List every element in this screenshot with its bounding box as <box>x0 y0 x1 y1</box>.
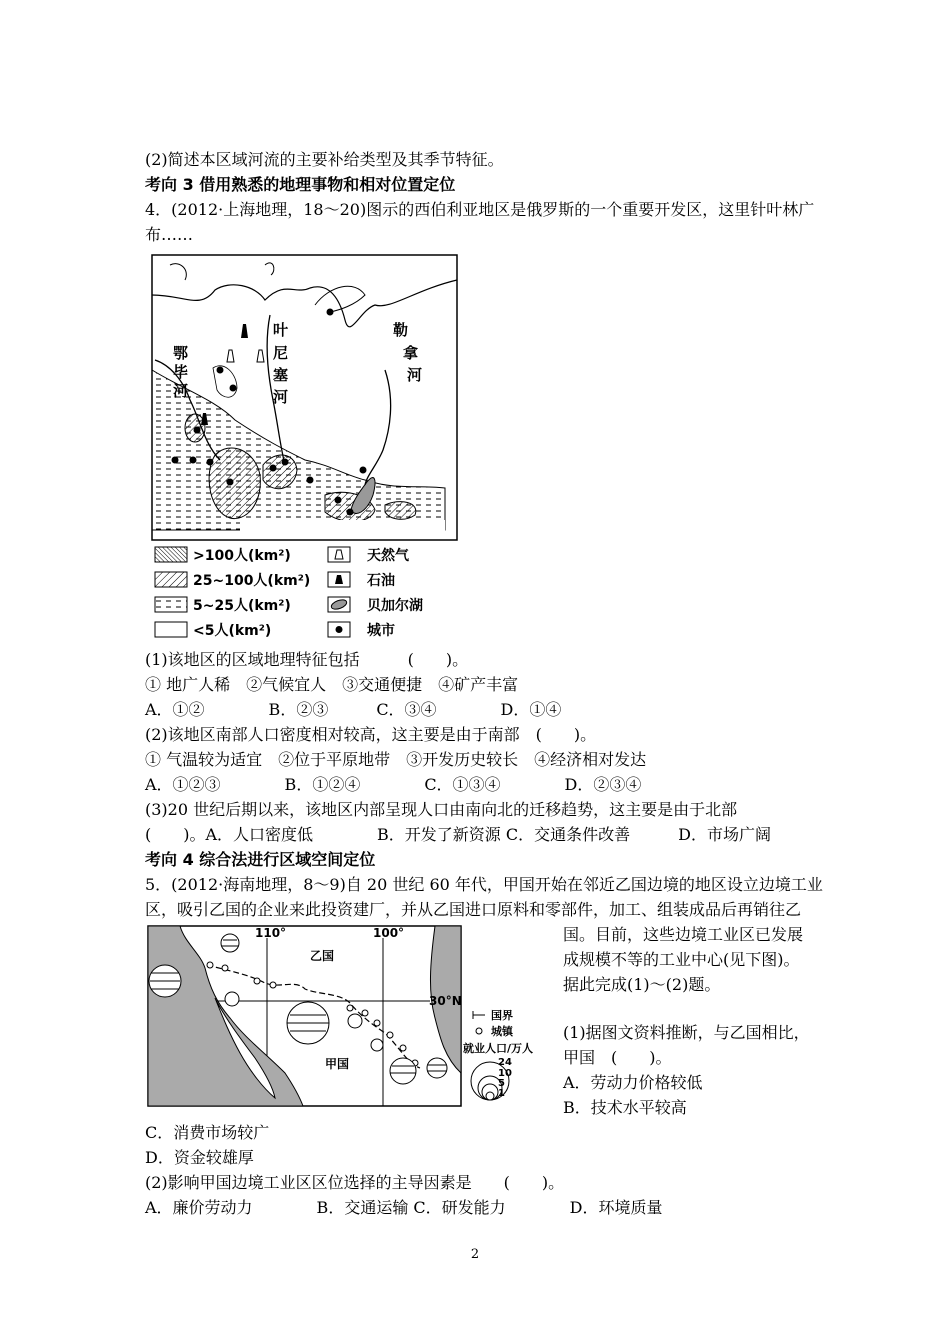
q4-3-answers: ( )。A．人口密度低 B．开发了新资源 C．交通条件改善 D．市场广阔 <box>145 825 771 844</box>
q5-1: 甲国 ( )。 <box>563 1048 672 1067</box>
legend-value: 5 <box>498 1078 505 1089</box>
q4-2-options: ① 气温较为适宜 ②位于平原地带 ③开发历史较长 ④经济相对发达 <box>145 750 647 769</box>
town-dot <box>374 1020 380 1026</box>
town-dot <box>347 1005 353 1011</box>
q5-1-option: A．劳动力价格较低 <box>563 1073 703 1092</box>
legend-value: 24 <box>498 1057 512 1068</box>
city-dot <box>347 509 354 516</box>
town-dot <box>362 1010 368 1016</box>
legend-town: 城镇 <box>491 1025 513 1038</box>
city-dot <box>207 459 214 466</box>
map2-legend <box>463 1008 533 1100</box>
ob-char: 毕 <box>173 363 189 381</box>
q5-intro-line1: 5．(2012·海南地理，8～9)自 20 世纪 60 年代，甲国开始在邻近乙国边境的地区设立边境工业 <box>145 875 823 894</box>
q5-2-answers: A．廉价劳动力 B．交通运输 C．研发能力 D．环境质量 <box>145 1198 663 1217</box>
lon-110: 110° <box>255 926 287 940</box>
city-dot <box>360 467 367 474</box>
siberia-map <box>145 250 465 645</box>
yenisei-char: 河 <box>273 388 289 406</box>
q4-1-options: ① 地广人稀 ②气候宜人 ③交通便捷 ④矿产丰富 <box>145 675 519 694</box>
city-dot <box>172 457 179 464</box>
city-dot <box>230 385 237 392</box>
yenisei-char: 尼 <box>273 344 289 362</box>
legend-gas: 天然气 <box>367 548 409 564</box>
town-dot <box>254 978 260 984</box>
legend-border: 国界 <box>491 1009 513 1022</box>
city-dot <box>307 477 314 484</box>
legend-employment: 就业人口/万人 <box>463 1042 534 1055</box>
legend-sparse5: <5人(km²) <box>193 623 272 639</box>
q5-2: (2)影响甲国边境工业区区位选择的主导因素是 ( )。 <box>145 1173 565 1192</box>
zone-25-100-a <box>209 448 260 519</box>
section3-title: 考向 3 借用熟悉的地理事物和相对位置定位 <box>145 175 456 194</box>
legend-mid25-100: 25~100人(km²) <box>193 573 311 589</box>
city-dot <box>335 497 342 504</box>
city-icon <box>336 626 343 633</box>
city-dot <box>217 367 224 374</box>
q4-1-answers: A．①② B．②③ C．③④ D．①④ <box>145 700 562 719</box>
town-dot <box>207 962 213 968</box>
q5-side-line: 据此完成(1)～(2)题。 <box>563 975 721 994</box>
employment-circle <box>348 1014 362 1028</box>
map1-legend <box>155 547 423 639</box>
q4-intro-line1: 4．(2012·上海地理，18～20)图示的西伯利亚地区是俄罗斯的一个重要开发区，这里针叶林广 <box>145 200 815 219</box>
country-yi-label: 乙国 <box>310 949 335 963</box>
lena-char: 拿 <box>403 344 419 362</box>
lena-char: 勒 <box>393 321 409 339</box>
town-dot <box>400 1045 406 1051</box>
town-dot <box>387 1032 393 1038</box>
q4-2: (2)该地区南部人口密度相对较高，这主要是由于南部 ( )。 <box>145 725 597 744</box>
lat-30n: 30°N <box>429 994 462 1008</box>
city-dot <box>194 427 201 434</box>
q5-1: (1)据图文资料推断，与乙国相比， <box>563 1023 810 1042</box>
employment-circle <box>225 992 239 1006</box>
q5-1-option: C．消费市场较广 <box>145 1123 270 1142</box>
employment-circle <box>427 1058 447 1078</box>
lon-100: 100° <box>373 926 405 940</box>
legend-value: 1 <box>498 1088 505 1099</box>
q5-1-option: D．资金较雄厚 <box>145 1148 254 1167</box>
employment-circle <box>371 1039 383 1051</box>
legend-low5-25: 5~25人(km²) <box>193 598 291 614</box>
yenisei-char: 塞 <box>273 366 289 384</box>
city-dot <box>270 465 277 472</box>
legend-oil: 石油 <box>367 573 395 589</box>
ob-char: 河 <box>173 382 189 400</box>
ob-char: 鄂 <box>173 344 189 362</box>
city-dot <box>282 459 289 466</box>
legend-city: 城市 <box>367 623 395 639</box>
q4-3: (3)20 世纪后期以来，该地区内部呈现人口由南向北的迁移趋势，这主要是由于北部 <box>145 800 738 819</box>
page-number: 2 <box>470 1247 480 1262</box>
q5-side-line: 成规模不等的工业中心(见下图)。 <box>563 950 800 969</box>
zone-sparse <box>240 520 445 532</box>
city-dot <box>227 479 234 486</box>
lena-char: 河 <box>407 366 423 384</box>
gas-icon <box>335 550 343 559</box>
country-jia-label: 甲国 <box>325 1057 350 1071</box>
town-dot <box>270 982 276 988</box>
q5-intro-line2: 区，吸引乙国的企业来此投资建厂，并从乙国进口原料和零部件，加工、组装成品后再销往乙 <box>145 900 802 919</box>
legend-dense100: >100人(km²) <box>193 548 291 564</box>
city-dot <box>190 457 197 464</box>
town-dot <box>222 965 228 971</box>
q3-part2: (2)简述本区域河流的主要补给类型及其季节特征。 <box>145 150 504 169</box>
q4-intro-line2: 布…… <box>145 225 194 244</box>
employment-circle <box>390 1058 416 1084</box>
q5-1-option: B．技术水平较高 <box>563 1098 687 1117</box>
legend-baikal: 贝加尔湖 <box>367 598 423 614</box>
employment-circle <box>221 934 239 952</box>
section4-title: 考向 4 综合法进行区域空间定位 <box>145 850 376 869</box>
yenisei-char: 叶 <box>273 321 289 339</box>
town-icon <box>476 1028 482 1034</box>
city-dot <box>327 309 334 316</box>
border-map <box>145 923 555 1108</box>
q4-1: (1)该地区的区域地理特征包括 ( )。 <box>145 650 469 669</box>
q5-side-line: 国。目前，这些边境工业区已发展 <box>563 925 804 944</box>
q4-2-answers: A．①②③ B．①②④ C．①③④ D．②③④ <box>145 775 642 794</box>
legend-value: 10 <box>498 1068 512 1079</box>
zone-25-100-d <box>385 502 416 520</box>
